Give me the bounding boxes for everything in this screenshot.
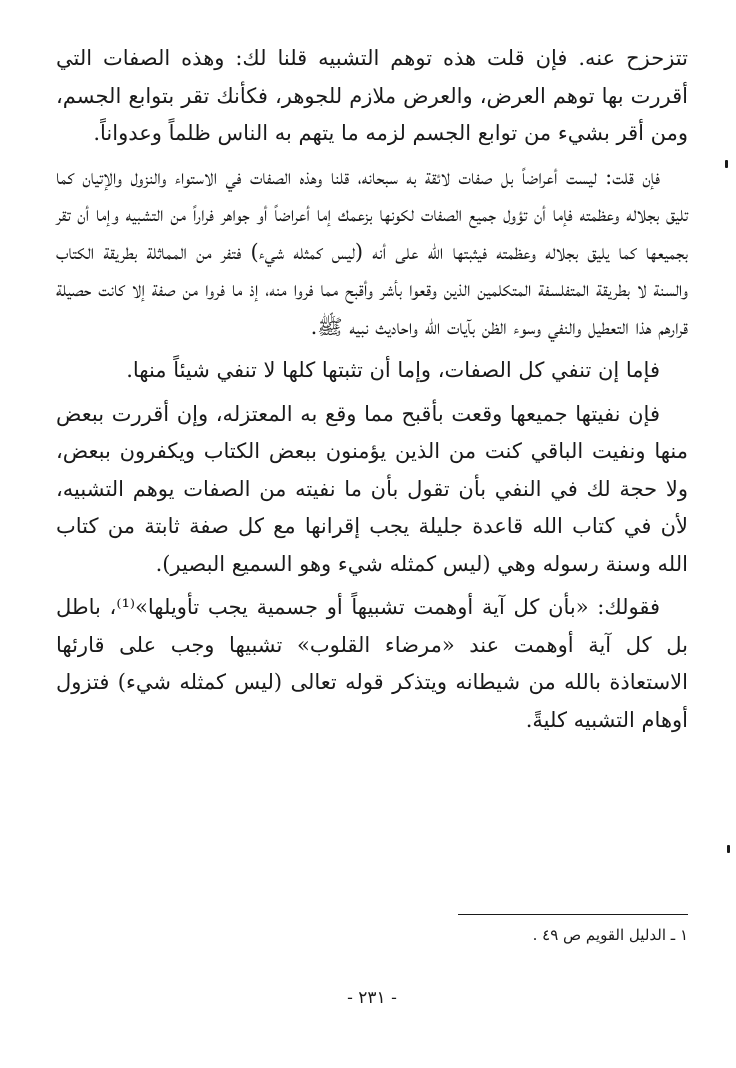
paragraph-3: فإما إن تنفي كل الصفات، وإما أن تثبتها كلها لا تنفي شيئاً منها. xyxy=(126,358,660,382)
footnote-divider xyxy=(458,914,688,915)
paragraph-1: تتزحزح عنه. فإن قلت هذه توهم التشبيه قلنا لك: وهذه الصفات التي أقررت بها توهم العرض، والعرض ملازم للجوهر، فكأنك تقر بتوابع الجسم، ومن أقر بشيء من توابع الجسم لزمه ما يتهم به الناس ظلماً وعدواناً. xyxy=(56,46,688,145)
margin-mark xyxy=(725,160,728,168)
footnote: ١ ـ الدليل القويم ص ٤٩ . xyxy=(532,926,688,944)
paragraph-5: فقولك: «بأن كل آية أوهمت تشبيهاً أو جسمية يجب تأويلها»⁽¹⁾، باطل بل كل آية أوهمت عند «مرضاء القلوب» تشبيها وجب على قارئها الاستعاذة بالله من شيطانه ويتذكر قوله تعالى (ليس كمثله شيء) فتزول أوهام التشبيه كليةً. xyxy=(56,595,688,732)
paragraph-4: فإن نفيتها جميعها وقعت بأقبح مما وقع به المعتزله، وإن أقررت ببعض منها ونفيت الباقي كنت من الذين يؤمنون ببعض الكتاب ويكفرون ببعض، ولا حجة لك في النفي بأن تقول بأن ما نفيته من الصفات يوهم التشبيه، لأن في كتاب الله قاعدة جليلة يجب إقرانها مع كل صفة ثابتة من كتاب الله وسنة رسوله وهي (ليس كمثله شيء وهو السميع البصير). xyxy=(56,401,688,576)
paragraph-2: فإن قلت: ليست أعراضاً بل صفات لائقة به سبحانه، قلنا وهذه الصفات في الاستواء والنزول والإتيان كما تليق بجلاله وعظمته فإما أن تؤول جميع الصفات لكونها بزعمك إما أعراضاً أو جواهر فراراً من التشبيه وإما أن تقر بجميعها كما يليق بجلاله وعظمته فيثبتها الله على أنه (ليس كمثله شيء) فتفر من المماثلة بطريقة الكتاب والسنة لا بطريقة المتفلسفة المتكلمين الذين وقعوا بأشر وأقبح مما فروا منه، إذ ما فروا من صفة إلا كانت حصيلة قرارهم هذا التعطيل والنفي وسوء الظن بآيات الله واحاديث نبيه ﷺ. xyxy=(56,164,688,339)
page-number: - ٢٣١ - xyxy=(347,988,397,1008)
margin-mark xyxy=(727,845,730,853)
document-page xyxy=(56,40,688,1040)
